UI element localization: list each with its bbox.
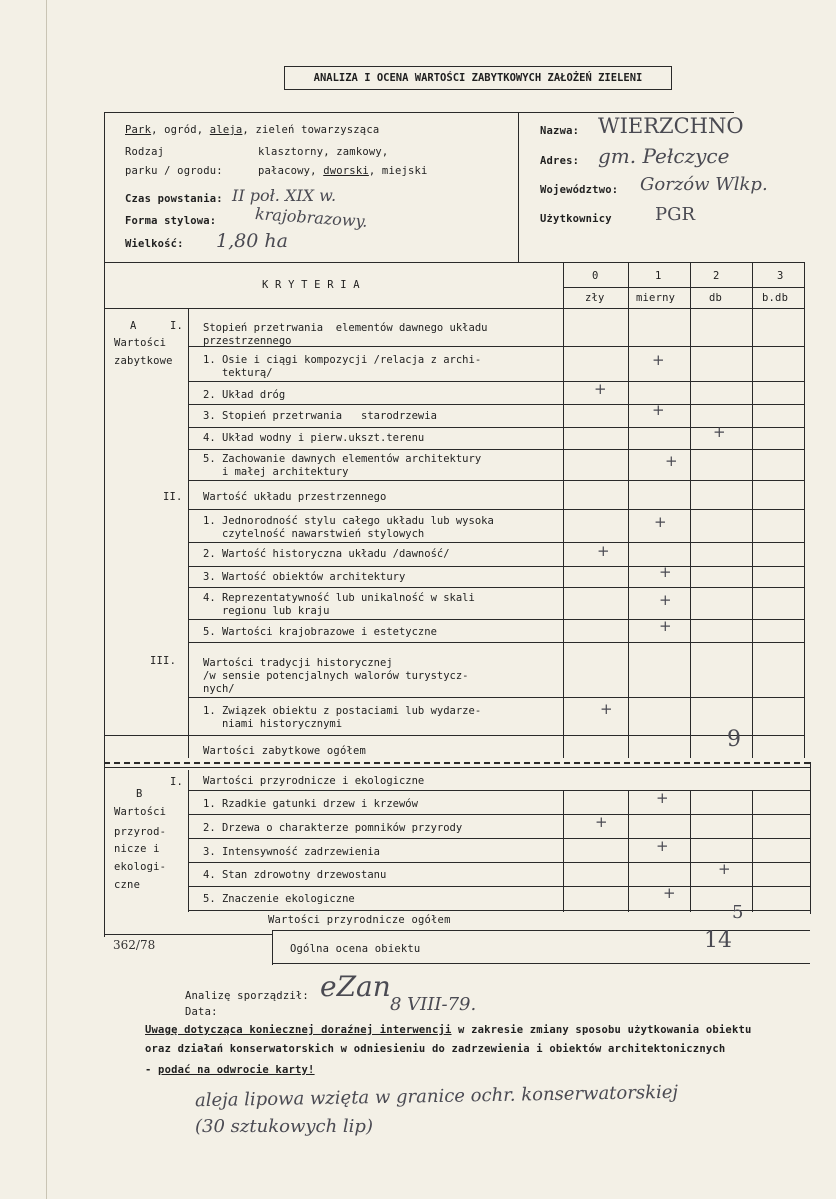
- row-line: [188, 697, 804, 698]
- row-a2-2: 2. Wartość historyczna układu /dawność/: [203, 548, 450, 560]
- criteria-header-bottom: [104, 308, 804, 309]
- total-a-value: 9: [727, 727, 741, 752]
- forma-value: krajobrazowy.: [254, 204, 369, 231]
- table-right-b: [810, 762, 811, 914]
- czas-value: II poł. XIX w.: [232, 186, 337, 205]
- info-box-left: [104, 112, 105, 262]
- reference-number: 362/78: [113, 938, 156, 952]
- handwritten-note-1: aleja lipowa wzięta w granice ochr. konserwatorskiej: [194, 1081, 679, 1112]
- score-mark: +: [595, 813, 608, 831]
- total-b-value: 5: [732, 902, 744, 923]
- table-section-divider-b: [188, 770, 189, 912]
- row-a1-1: 1. Osie i ciągi kompozycji /relacja z archi- tekturą/: [203, 354, 482, 379]
- info-box-divider: [518, 112, 519, 262]
- roman-b1: I.: [170, 776, 184, 788]
- score-col-1-num: 1: [655, 270, 662, 282]
- row-line: [188, 427, 804, 428]
- section-b-label-4: ekologi-: [114, 861, 167, 873]
- score-mark: +: [656, 837, 669, 855]
- rodzaj-parku-label: parku / ogrodu:: [125, 165, 223, 177]
- adres-value: gm. Pełczyce: [598, 144, 730, 168]
- section-a-letter: A: [130, 320, 137, 332]
- row-b-2: 2. Drzewa o charakterze pomników przyrody: [203, 822, 463, 834]
- uzytkownicy-value: PGR: [655, 204, 696, 225]
- section-b-label-5: czne: [114, 879, 141, 891]
- row-line: [188, 480, 804, 481]
- group-b1-title: Wartości przyrodnicze i ekologiczne: [203, 775, 425, 787]
- row-a1-3: 3. Stopień przetrwania starodrzewia: [203, 410, 437, 422]
- row-line: [188, 449, 804, 450]
- score-mark: +: [600, 700, 613, 718]
- score-mark: +: [652, 351, 665, 369]
- score-header-divider: [563, 287, 804, 288]
- nazwa-label: Nazwa:: [540, 125, 580, 137]
- table-top: [104, 262, 804, 263]
- czas-label: Czas powstania:: [125, 193, 223, 205]
- analysis-signature: eZan: [320, 970, 391, 1003]
- row-a1-2: 2. Układ dróg: [203, 389, 286, 401]
- table-bottom-left: [104, 934, 272, 935]
- row-line: [188, 838, 810, 839]
- wojewodztwo-value: Gorzów Wlkp.: [640, 174, 768, 195]
- col-1-left: [628, 262, 629, 758]
- note-line-2: oraz działań konserwatorskich w odniesieniu do zadrzewienia i obiektów architektonicznych: [145, 1043, 726, 1055]
- roman-3: III.: [150, 655, 177, 667]
- score-col-1-label: mierny: [636, 292, 676, 304]
- sheet-edge: [0, 0, 47, 1199]
- date-value: 8 VIII-79.: [390, 994, 477, 1015]
- row-line: [188, 862, 810, 863]
- col-3-left: [752, 262, 753, 758]
- score-col-0-num: 0: [592, 270, 599, 282]
- score-col-2-label: db: [709, 292, 723, 304]
- overall-label: Ogólna ocena obiektu: [290, 943, 421, 955]
- object-type-line: Park, ogród, aleja, zieleń towarzysząca: [125, 124, 380, 136]
- row-line: [188, 790, 810, 791]
- row-line: [188, 404, 804, 405]
- row-line: [188, 346, 804, 347]
- uzytkownicy-label: Użytkownicy: [540, 213, 612, 225]
- section-b-label-3: nicze i: [114, 843, 160, 855]
- table-left: [104, 262, 105, 937]
- score-mark: +: [663, 884, 676, 902]
- row-a3-1: 1. Związek obiektu z postaciami lub wydarze- niami historycznymi: [203, 705, 482, 730]
- rodzaj-label: Rodzaj: [125, 146, 165, 158]
- row-line: [188, 566, 804, 567]
- row-line: [188, 587, 804, 588]
- col-0-left-b: [563, 790, 564, 912]
- nazwa-value: WIERZCHNO: [598, 114, 744, 138]
- note-line-3: - podać na odwrocie karty!: [145, 1064, 315, 1076]
- row-a2-1: 1. Jednorodność stylu całego układu lub wysoka czytelność nawarstwień stylowych: [203, 515, 494, 540]
- roman-2: II.: [163, 491, 183, 503]
- score-mark: +: [654, 513, 667, 531]
- score-mark: +: [713, 423, 726, 441]
- row-a2-5: 5. Wartości krajobrazowe i estetyczne: [203, 626, 437, 638]
- row-b-1: 1. Rzadkie gatunki drzew i krzewów: [203, 798, 418, 810]
- analysis-label: Analizę sporządził:: [185, 990, 309, 1002]
- row-a2-4: 4. Reprezentatywność lub unikalność w skali regionu lub kraju: [203, 592, 475, 617]
- row-line: [188, 619, 804, 620]
- forma-label: Forma stylowa:: [125, 215, 217, 227]
- score-col-0-label: zły: [585, 292, 605, 304]
- overall-box-bottom: [272, 963, 810, 964]
- group-a3-title: Wartości tradycji historycznej /w sensie potencjalnych walorów turystycz- nych/: [203, 657, 469, 695]
- col-0-left: [563, 262, 564, 758]
- roman-1: I.: [170, 320, 184, 332]
- row-a1-4: 4. Układ wodny i pierw.ukszt.terenu: [203, 432, 425, 444]
- table-right: [804, 262, 805, 758]
- row-b-3: 3. Intensywność zadrzewienia: [203, 846, 381, 858]
- section-b-letter: B: [136, 788, 143, 800]
- score-mark: +: [594, 380, 607, 398]
- row-line: [188, 509, 804, 510]
- overall-box-left: [272, 930, 273, 965]
- section-a-label-1: Wartości: [114, 337, 167, 349]
- row-a1-5: 5. Zachowanie dawnych elementów architektury i małej architektury: [203, 453, 482, 478]
- score-mark: +: [597, 542, 610, 560]
- score-mark: +: [665, 452, 678, 470]
- page-title: ANALIZA I OCENA WARTOŚCI ZABYTKOWYCH ZAŁOŻEŃ ZIELENI: [284, 66, 672, 90]
- row-a2-3: 3. Wartość obiektów architektury: [203, 571, 406, 583]
- section-separator-thin: [104, 767, 810, 768]
- group-a2-title: Wartość układu przestrzennego: [203, 491, 387, 503]
- section-separator: [104, 762, 810, 764]
- faded-stamp: [555, 1080, 785, 1190]
- handwritten-note-2: (30 sztukowych lip): [195, 1116, 373, 1137]
- total-a-label: Wartości zabytkowe ogółem: [203, 745, 367, 757]
- overall-value: 14: [704, 928, 732, 953]
- wojewodztwo-label: Województwo:: [540, 184, 619, 196]
- score-mark: +: [659, 591, 672, 609]
- col-3-left-b: [752, 790, 753, 912]
- row-line: [188, 642, 804, 643]
- col-2-left-b: [690, 790, 691, 912]
- row-b-4: 4. Stan zdrowotny drzewostanu: [203, 869, 387, 881]
- score-mark: +: [659, 563, 672, 581]
- section-a-label-2: zabytkowe: [114, 355, 173, 367]
- rodzaj-options-2: pałacowy, dworski, miejski: [258, 165, 428, 177]
- note-line-1: Uwagę dotycząca koniecznej doraźnej interwencji w zakresie zmiany sposobu użytkowania obiektu: [145, 1024, 752, 1036]
- score-mark: +: [718, 860, 731, 878]
- row-line: [188, 814, 810, 815]
- total-b-label: Wartości przyrodnicze ogółem: [268, 914, 451, 926]
- info-box-top: [104, 112, 734, 113]
- wielkosc-label: Wielkość:: [125, 238, 184, 250]
- wielkosc-value: 1,80 ha: [216, 230, 288, 252]
- score-col-3-label: b.db: [762, 292, 789, 304]
- table-section-divider-a: [188, 308, 189, 758]
- rodzaj-options-1: klasztorny, zamkowy,: [258, 146, 389, 158]
- section-b-label-2: przyrod-: [114, 826, 167, 838]
- score-col-2-num: 2: [713, 270, 720, 282]
- col-1-left-b: [628, 790, 629, 912]
- section-b-label-1: Wartości: [114, 806, 167, 818]
- row-line: [188, 381, 804, 382]
- group-a1-title: Stopień przetrwania elementów dawnego układu przestrzennego: [203, 322, 488, 347]
- score-mark: +: [659, 617, 672, 635]
- row-b-5: 5. Znaczenie ekologiczne: [203, 893, 355, 905]
- col-2-left: [690, 262, 691, 758]
- criteria-header: K R Y T E R I A: [262, 279, 360, 291]
- adres-label: Adres:: [540, 155, 580, 167]
- score-mark: +: [656, 789, 669, 807]
- score-col-3-num: 3: [777, 270, 784, 282]
- score-mark: +: [652, 401, 665, 419]
- row-line: [188, 886, 810, 887]
- row-line: [104, 735, 804, 736]
- row-line: [188, 910, 810, 911]
- date-label: Data:: [185, 1006, 218, 1018]
- row-line: [188, 542, 804, 543]
